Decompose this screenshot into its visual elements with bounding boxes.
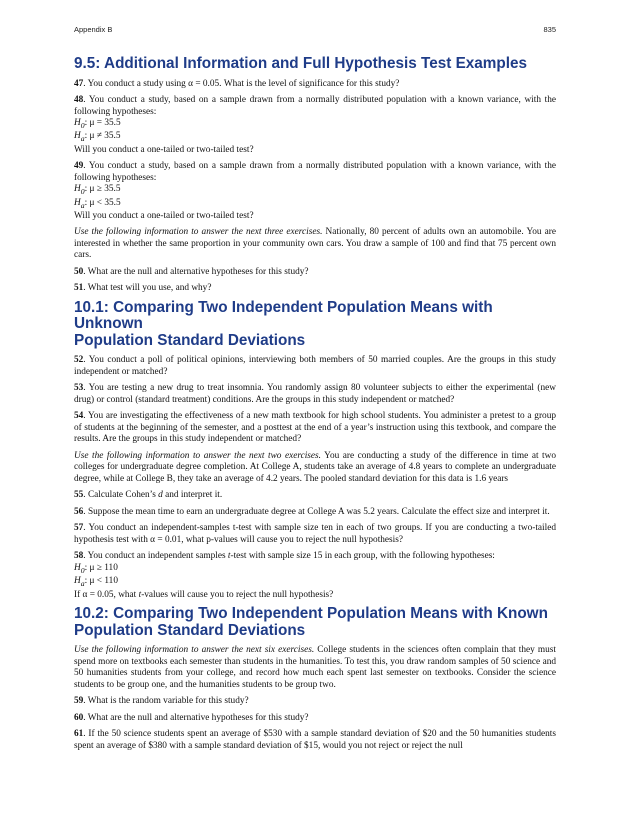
exercise-60 (74, 713, 556, 725)
null-hypothesis: $H_0$: μ ≥ 35.5 (74, 184, 121, 197)
exercise-55: 55. Calculate Cohen’s d and interpret it. (74, 490, 223, 501)
exercise-number: 55 (74, 490, 84, 501)
exercise-text: . Suppose the mean time to earn an undergraduate degree at College A was 5.2 years. Calculate the effect size and interpret it. (83, 506, 550, 517)
exercise-text: . If the 50 science students spent an average of $530 with a sample standard deviation of $20 and the 50 humanities students spent an average of $380 with a sample standard deviation of $15, would you not reject or reject the null (74, 729, 556, 751)
alternative-hypothesis: $H_a$: μ ≠ 35.5 (74, 131, 121, 144)
exercise-text: . What is the random variable for this study? (83, 696, 249, 707)
exercise-53 (74, 383, 556, 406)
null-hypothesis: $H_0$: μ = 35.5 (74, 118, 121, 130)
exercise-number: 52 (74, 355, 84, 366)
exercise-52 (74, 355, 556, 378)
exercise-text: . You are testing a new drug to treat insomnia. You randomly assign 80 volunteer subjects to either the experimental (new drug) or control (standard treatment) conditions. Are the groups in this study independent or matched? (74, 383, 556, 405)
exercise-intro-50-51 (74, 227, 556, 262)
intro-text: Nationally, 80 percent of adults own an automobile. You are interested in whether the same proportion in your community own cars. You draw a sample of 100 and find that 75 percent own cars. (74, 227, 556, 261)
exercise-text: . What are the null and alternative hypotheses for this study? (83, 266, 309, 277)
header-appendix-label: Appendix B (74, 25, 113, 34)
exercise-intro-55-56 (74, 451, 556, 486)
exercise-text: . You conduct a study using α = 0.05. What is the level of significance for this study? (83, 78, 400, 89)
exercise-number: 54 (74, 411, 84, 422)
exercise-number: 58 (74, 551, 84, 562)
exercise-question: Will you conduct a one-tailed or two-tailed test? (74, 144, 254, 155)
intro-text: You are conducting a study of the difference in time at two colleges for undergraduate degree completion. At College A, students take an average of 4.8 years to complete an undergraduate degree, while at College B, they take an average of 4.2 years. The pooled standard deviation for this data is 1.6 years (74, 450, 556, 484)
exercise-number: 50 (74, 266, 84, 277)
exercise-61 (74, 729, 556, 752)
exercise-number: 51 (74, 283, 84, 294)
exercise-text: . You conduct a study, based on a sample drawn from a normally distributed population with a known variance, with the following hypotheses: (74, 95, 556, 117)
exercise-text: . What test will you use, and why? (83, 283, 212, 294)
running-header (74, 25, 556, 34)
exercise-54 (74, 411, 556, 446)
exercise-51 (74, 283, 556, 295)
exercise-question: Will you conduct a one-tailed or two-tailed test? (74, 210, 254, 221)
exercise-number: 59 (74, 696, 84, 707)
exercise-48 (74, 95, 556, 156)
section-title-9-5: 9.5: Additional Information and Full Hypothesis Test Examples (74, 55, 528, 72)
exercise-56 (74, 507, 556, 519)
exercise-text: . You conduct a poll of political opinions, interviewing both members of 50 married couples. Are the groups in this study independent or matched? (74, 355, 556, 377)
exercise-47 (74, 79, 556, 91)
exercise-number: 60 (74, 712, 84, 723)
alternative-hypothesis: $H_a$: μ < 110 (74, 576, 118, 589)
intro-lead: Use the following information to answer the next three exercises. (74, 227, 323, 238)
exercise-text: . You conduct an independent-samples t-test with sample size ten in each of two groups. If you are conducting a two-tailed hypothesis test with α = 0.01, what p-values will cause you to reject the null hypothesis? (74, 523, 556, 545)
exercise-49 (74, 161, 556, 222)
exercise-57 (74, 523, 556, 546)
exercise-question: If α = 0.05, what t-values will cause you to reject the null hypothesis? (74, 589, 334, 600)
exercise-number: 47 (74, 78, 84, 89)
alternative-hypothesis: $H_a$: μ < 35.5 (74, 197, 121, 210)
exercise-number: 48 (74, 95, 84, 105)
header-page-number: 835 (543, 25, 556, 34)
intro-text: College students in the sciences often complain that they must spend more on textbooks each semester than students in the humanities. To test this, you draw random samples of 50 science and 50 humanities students from your college, and record how much each spent last semester on textbooks. Consider the science students to be group one, and the humanities students to be group two. (74, 645, 557, 690)
intro-lead: Use the following information to answer the next six exercises. (74, 645, 315, 656)
exercise-50 (74, 267, 556, 279)
exercise-number: 61 (74, 729, 84, 740)
exercise-number: 49 (74, 161, 84, 172)
exercise-text: . You conduct a study, based on a sample drawn from a normally distributed population with a known variance, with the following hypotheses: (74, 161, 556, 183)
exercise-number: 57 (74, 523, 84, 534)
page-content (74, 56, 556, 757)
section-title-10-2: 10.2: Comparing Two Independent Population Means with Known Population Standard Deviations (74, 605, 548, 639)
exercise-text: . What are the null and alternative hypotheses for this study? (83, 712, 309, 723)
exercise-number: 56 (74, 506, 84, 517)
exercise-58: 58. You conduct an independent samples t-test with sample size 15 in each group, with the following hypotheses: $H_0$: μ ≥ 110 $H_a$: μ < 110 If α = 0.05, what t-values will cause you to reject the null hypothesis? (74, 551, 556, 601)
null-hypothesis: $H_0$: μ ≥ 110 (74, 562, 118, 575)
intro-lead: Use the following information to answer the next two exercises. (74, 450, 321, 461)
exercise-text: . You are investigating the effectiveness of a new math textbook for high school students. You administer a pretest to a group of students at the beginning of the semester, and a posttest at the end of a year’s instruction using this textbook, and compare the results. Are the groups in this study independent or matched? (74, 411, 556, 445)
exercise-intro-59-64 (74, 645, 556, 691)
section-title-10-1: 10.1: Comparing Two Independent Population Means with Unknown Population Standard Deviations (74, 298, 493, 349)
exercise-59 (74, 696, 556, 708)
exercise-number: 53 (74, 383, 84, 394)
